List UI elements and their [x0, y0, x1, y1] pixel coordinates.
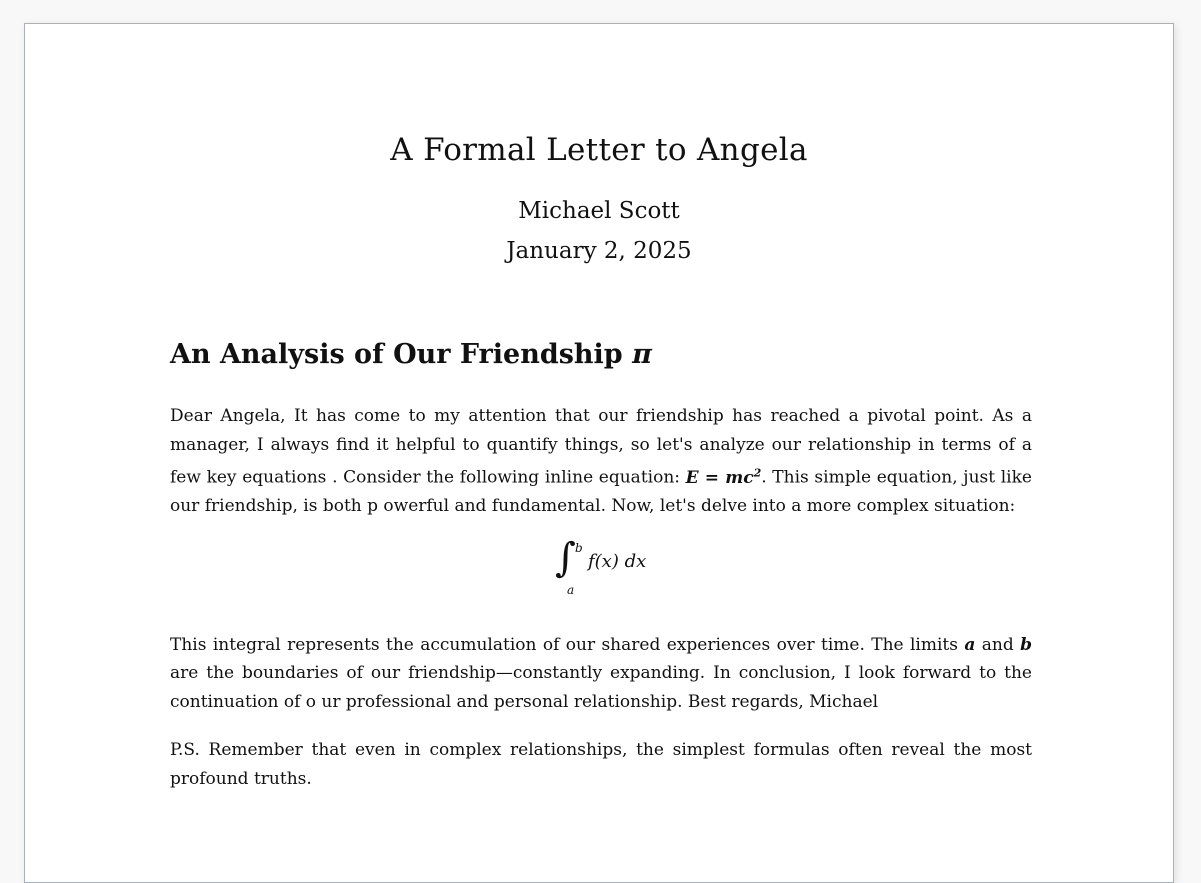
paragraph-integral-text-1: This integral represents the accumulation of our shared experiences over time. The limits: [170, 634, 965, 655]
paragraph-integral-and: and: [975, 634, 1021, 655]
section-heading: [170, 336, 1032, 374]
letter-title: A Formal Letter to Angela: [390, 132, 808, 168]
integral-lower-limit: a: [567, 582, 575, 597]
section-heading-text: An Analysis of Our Friendship: [170, 339, 623, 370]
paragraph-gap: [170, 716, 1032, 736]
paragraph-intro-text-1: Dear Angela, It has come to my attention that our friendship has reached a pivotal point. As a manager, I always find it helpful to quantify things, so let's analyze our relationship in terms of a few key equations . Consider the following inline equation:: [170, 406, 1032, 488]
var-a: a: [964, 634, 976, 655]
paragraph-intro: [170, 402, 1032, 521]
letter-content: [170, 336, 1032, 793]
pi-symbol: π: [632, 339, 652, 370]
display-equation: [170, 527, 1032, 627]
letter-author: Michael Scott: [518, 198, 680, 224]
paragraph-integral-text-2: are the boundaries of our friendship—constantly expanding. In conclusion, I look forward to the continuation of o ur professional and personal relationship. Best regards, Michael: [170, 663, 1032, 712]
integral-sign: ∫: [555, 534, 576, 581]
inline-equation-exponent: 2: [753, 466, 762, 479]
paragraph-intro-text-2: . This simple equation, just like our friendship, is both p owerful and fundamental. Now, let's delve into a more complex situation:: [170, 467, 1032, 517]
inline-equation: [686, 468, 762, 488]
integral-upper-limit: b: [575, 540, 583, 555]
paragraph-integral: [170, 631, 1032, 717]
document-page: [24, 23, 1174, 883]
var-b: b: [1020, 634, 1032, 655]
inline-equation-base: E = mc: [685, 467, 754, 488]
integrand: f(x) dx: [588, 550, 647, 572]
paragraph-ps: P.S. Remember that even in complex relationships, the simplest formulas often reveal the most profound truths.: [170, 740, 1032, 789]
letter-date: January 2, 2025: [506, 238, 692, 264]
